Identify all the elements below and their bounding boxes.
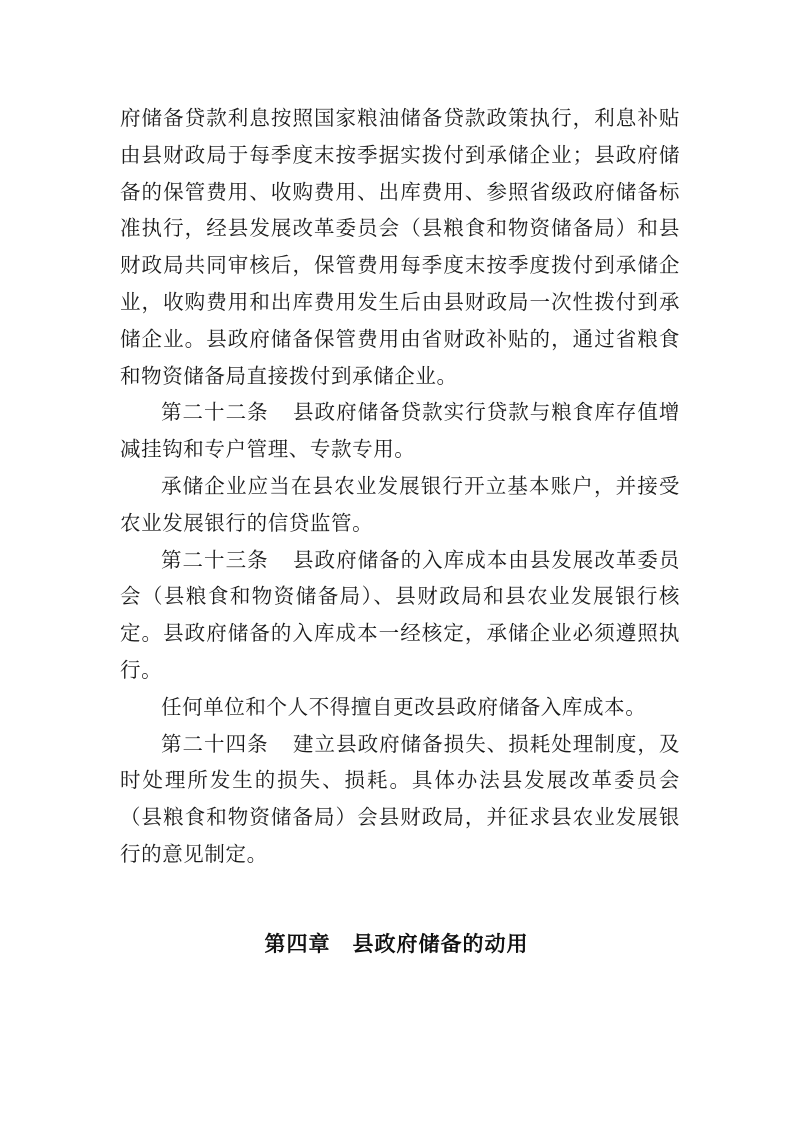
article-22 bbox=[120, 394, 680, 468]
article-24 bbox=[120, 726, 680, 873]
paragraph-cost bbox=[120, 689, 680, 726]
article-number: 第二十二条 bbox=[161, 400, 269, 425]
article-number: 第二十三条 bbox=[161, 547, 269, 572]
article-text: 建立县政府储备损失、损耗处理制度，及时处理所发生的损失、损耗。具体办法县发展改革委员会（县粮食和物资储备局）会县财政局，并征求县农业发展银行的意见制定。 bbox=[120, 731, 680, 866]
article-23 bbox=[120, 542, 680, 689]
paragraph-text: 承储企业应当在县农业发展银行开立基本账户，并接受农业发展银行的信贷监管。 bbox=[120, 473, 680, 535]
article-text: 县政府储备贷款实行贷款与粮食库存值增减挂钩和专户管理、专款专用。 bbox=[120, 400, 680, 462]
chapter-heading bbox=[0, 928, 793, 958]
paragraph-account bbox=[120, 468, 680, 542]
paragraph-text: 任何单位和个人不得擅自更改县政府储备入库成本。 bbox=[161, 694, 647, 719]
paragraph-continuation bbox=[120, 100, 680, 394]
chapter-number: 第四章 bbox=[264, 932, 331, 956]
chapter-title: 县政府储备的动用 bbox=[352, 932, 529, 956]
body-text bbox=[120, 100, 680, 873]
article-text: 县政府储备的入库成本由县发展改革委员会（县粮食和物资储备局）、县财政局和县农业发展银行核定。县政府储备的入库成本一经核定，承储企业必须遵照执行。 bbox=[120, 547, 680, 682]
paragraph-text: 府储备贷款利息按照国家粮油储备贷款政策执行，利息补贴由县财政局于每季度末按季据实拨付到承储企业；县政府储备的保管费用、收购费用、出库费用、参照省级政府储备标准执行，经县发展改革委员会（县粮食和物资储备局）和县财政局共同审核后，保管费用每季度末按季度拨付到承储企业，收购费用和出库费用发生后由县财政局一次性拨付到承储企业。县政府储备保管费用由省财政补贴的，通过省粮食和物资储备局直接拨付到承储企业。 bbox=[120, 106, 680, 388]
article-number: 第二十四条 bbox=[161, 731, 269, 756]
